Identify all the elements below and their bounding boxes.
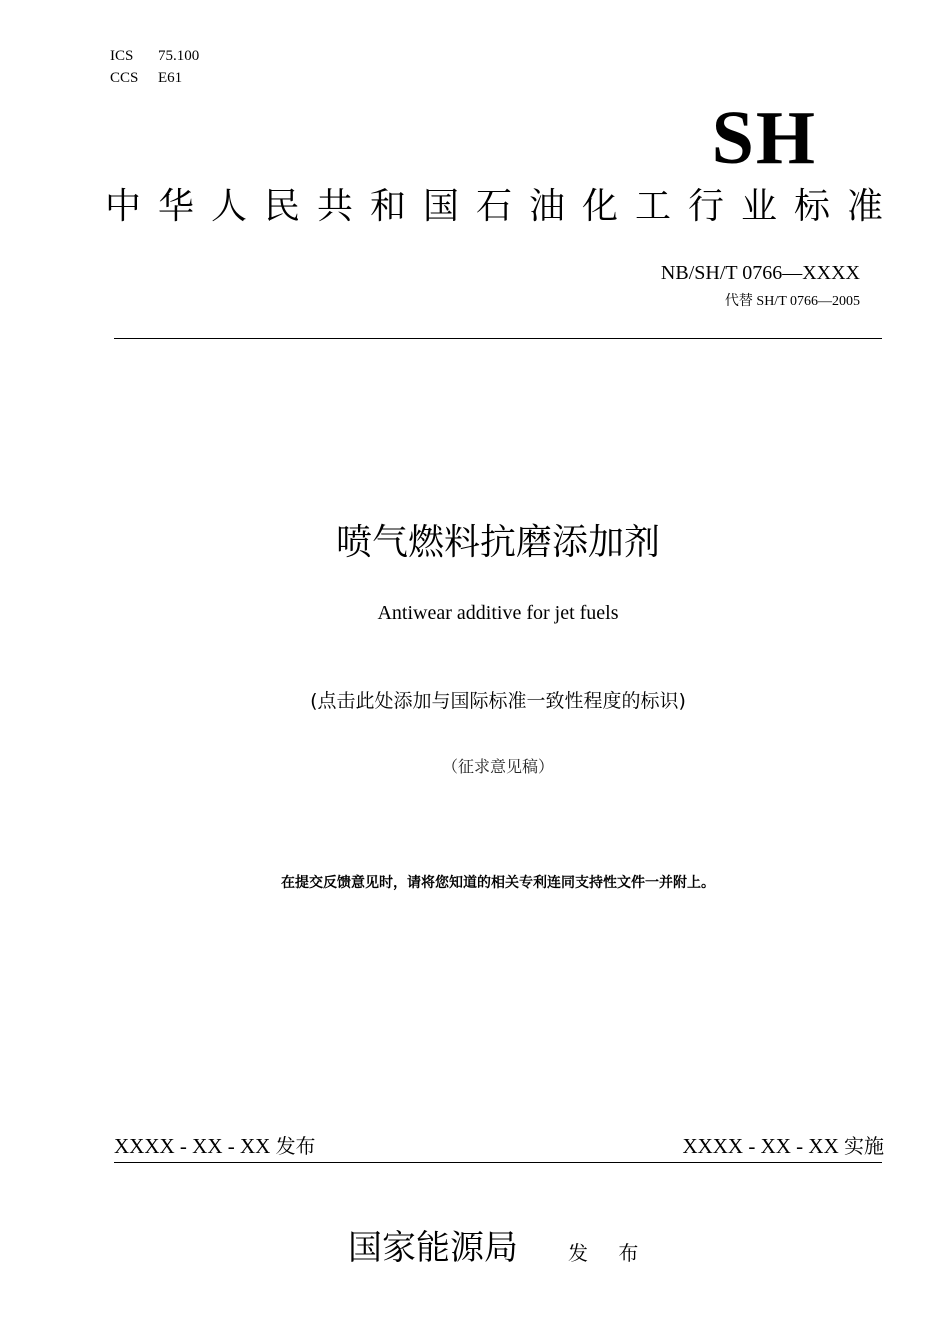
implementation-date: XXXX - XX - XX (682, 1134, 839, 1158)
implementation-label: 实施 (844, 1134, 884, 1158)
ics-label: ICS (110, 48, 134, 64)
release-date-line (114, 1133, 316, 1159)
release-date: XXXX - XX - XX (114, 1134, 271, 1158)
ccs-label: CCS (110, 70, 139, 86)
implementation-date-line (682, 1133, 884, 1159)
standard-category: 中华人民共和国石油化工行业标准 (105, 186, 901, 227)
standard-number: NB/SH/T 0766—XXXX (660, 262, 860, 284)
patent-notice: 在提交反馈意见时，请将您知道的相关专利连同支持性文件一并附上。 (281, 875, 715, 891)
replaces-label: 代替 (724, 293, 753, 309)
ccs-line (110, 67, 182, 89)
replaces-line (725, 291, 860, 312)
ics-line (110, 45, 199, 67)
issuer-name: 国家能源局 (348, 1228, 518, 1268)
title-en: Antiwear additive for jet fuels (377, 602, 619, 624)
ics-value: 75.100 (158, 48, 200, 64)
replaces-number: SH/T 0766—2005 (756, 294, 860, 309)
release-label: 发布 (275, 1134, 316, 1158)
consistency-mark[interactable]: (点击此处添加与国际标准一致性程度的标识) (310, 690, 686, 712)
title-cn: 喷气燃料抗磨添加剂 (335, 522, 660, 563)
draft-status: （征求意见稿） (441, 757, 554, 776)
ccs-value: E61 (158, 70, 183, 86)
sh-logo: SH (711, 96, 817, 180)
issuer-action: 发 布 (568, 1241, 651, 1265)
footer-rule (114, 1162, 882, 1163)
header-rule (114, 338, 882, 339)
